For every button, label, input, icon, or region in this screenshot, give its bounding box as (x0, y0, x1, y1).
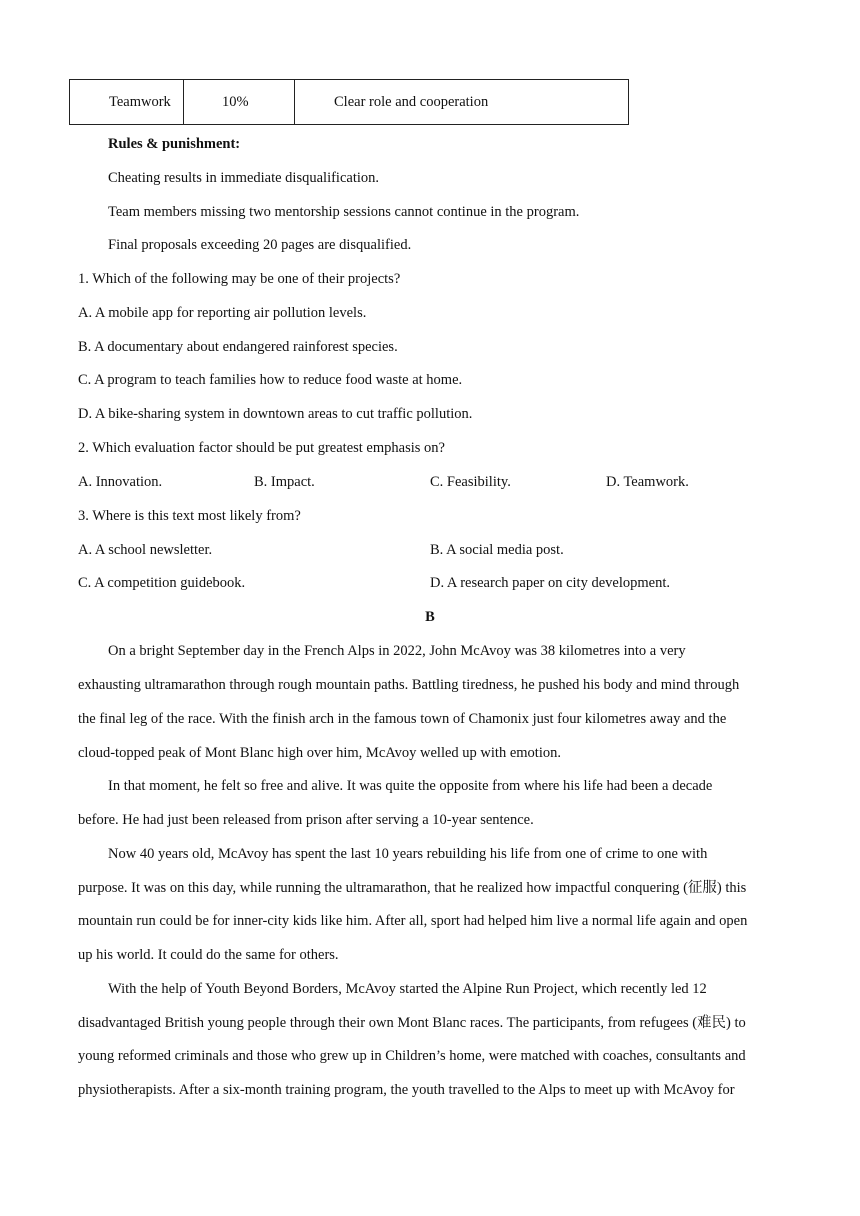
table-cell-criterion: Teamwork (70, 80, 184, 124)
answer-option: B. Impact. (254, 474, 315, 490)
question-stem: 1. Which of the following may be one of their projects? (78, 271, 401, 287)
answer-option: D. A research paper on city development. (430, 575, 670, 591)
answer-option: B. A documentary about endangered rainforest species. (78, 339, 398, 355)
passage-line: young reformed criminals and those who grew up in Children’s home, were matched with coaches, consultants and (78, 1048, 746, 1064)
table-cell-weight: 10% (184, 80, 295, 124)
question-stem: 2. Which evaluation factor should be put greatest emphasis on? (78, 440, 445, 456)
passage-line: physiotherapists. After a six-month training program, the youth travelled to the Alps to meet up with McAvoy for (78, 1082, 735, 1098)
rule-item: Cheating results in immediate disqualification. (108, 170, 380, 186)
answer-option: A. A school newsletter. (78, 542, 213, 558)
passage-line: Now 40 years old, McAvoy has spent the last 10 years rebuilding his life from one of crime to one with (108, 846, 708, 862)
answer-option: A. Innovation. (78, 474, 163, 490)
answer-option: D. Teamwork. (606, 474, 689, 490)
rules-title: Rules & punishment: (108, 136, 241, 152)
question-stem: 3. Where is this text most likely from? (78, 508, 301, 524)
answer-option: C. Feasibility. (430, 474, 511, 490)
answer-option: A. A mobile app for reporting air pollution levels. (78, 305, 367, 321)
passage-line: On a bright September day in the French Alps in 2022, John McAvoy was 38 kilometres into a very (108, 643, 686, 659)
passage-line: mountain run could be for inner-city kids like him. After all, sport had helped him live a normal life again and open (78, 913, 748, 929)
passage-line: purpose. It was on this day, while running the ultramarathon, that he realized how impactful conquering (征服) this (78, 880, 747, 896)
passage-line: disadvantaged British young people through their own Mont Blanc races. The participants, from refugees (难民) to (78, 1015, 746, 1031)
passage-line: cloud-topped peak of Mont Blanc high over him, McAvoy welled up with emotion. (78, 745, 561, 761)
passage-line: In that moment, he felt so free and alive. It was quite the opposite from where his life had been a decade (108, 778, 713, 794)
passage-line: exhausting ultramarathon through rough mountain paths. Battling tiredness, he pushed his body and mind through (78, 677, 740, 693)
answer-option: B. A social media post. (430, 542, 564, 558)
answer-option: C. A competition guidebook. (78, 575, 246, 591)
passage-line: the final leg of the race. With the finish arch in the famous town of Chamonix just four kilometres away and the (78, 711, 727, 727)
passage-line: up his world. It could do the same for others. (78, 947, 339, 963)
table-cell-description: Clear role and cooperation (334, 93, 489, 110)
section-heading: B (425, 609, 435, 625)
passage-line: before. He had just been released from prison after serving a 10-year sentence. (78, 812, 534, 828)
answer-option: D. A bike-sharing system in downtown areas to cut traffic pollution. (78, 406, 473, 422)
evaluation-table-row (69, 79, 629, 125)
answer-option: C. A program to teach families how to reduce food waste at home. (78, 372, 463, 388)
passage-line: With the help of Youth Beyond Borders, McAvoy started the Alpine Run Project, which recently led 12 (108, 981, 707, 997)
rule-item: Team members missing two mentorship sessions cannot continue in the program. (108, 204, 580, 220)
rule-item: Final proposals exceeding 20 pages are disqualified. (108, 237, 412, 253)
